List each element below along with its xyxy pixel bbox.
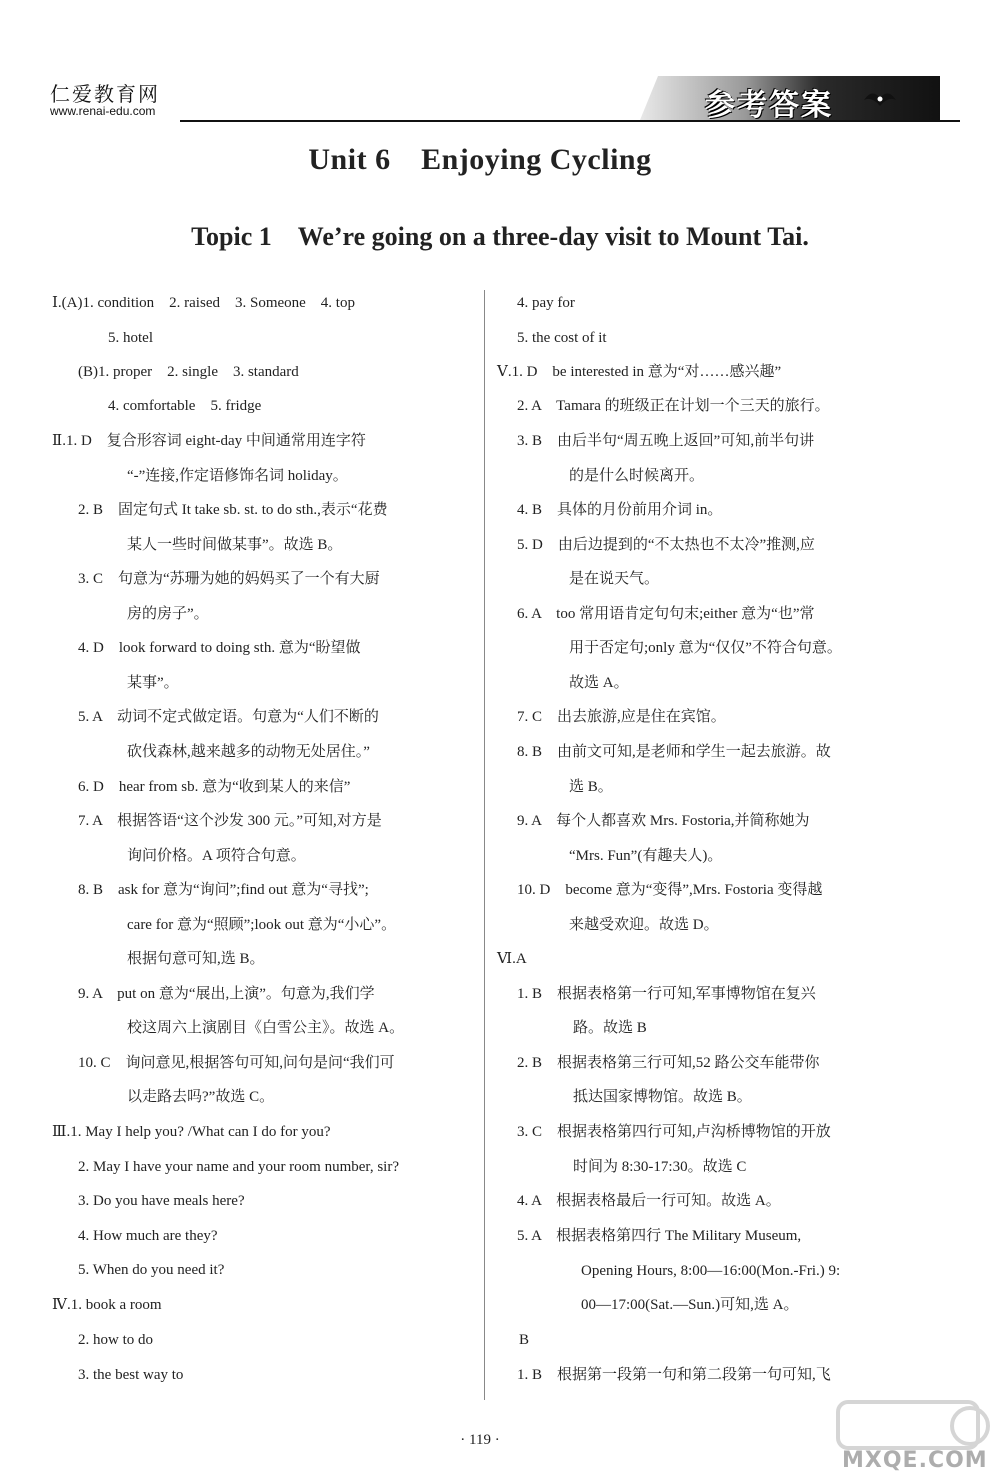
- answer-line: 根据句意可知,选 B。: [127, 951, 265, 967]
- column-divider: [484, 290, 485, 1400]
- answer-line: 来越受欢迎。故选 D。: [569, 917, 719, 933]
- answer-line: 2. May I have your name and your room number, sir?: [78, 1159, 399, 1175]
- answer-line: 5. the cost of it: [517, 330, 607, 346]
- answer-line: 4. comfortable 5. fridge: [108, 398, 262, 414]
- answer-line: care for 意为“照顾”;look out 意为“小心”。: [127, 917, 397, 933]
- answer-line: “Mrs. Fun”(有趣夫人)。: [569, 848, 723, 864]
- answer-line: 7. C 出去旅游,应是住在宾馆。: [517, 709, 726, 725]
- answer-line: 的是什么时候离开。: [569, 468, 705, 484]
- answer-line: 5. When do you need it?: [78, 1262, 225, 1278]
- answer-line: 00—17:00(Sat.—Sun.)可知,选 A。: [581, 1297, 799, 1313]
- page-number: · 119 ·: [460, 1432, 500, 1448]
- answer-line: 2. how to do: [78, 1332, 153, 1348]
- answer-line: 3. the best way to: [78, 1367, 184, 1383]
- answer-line: (B)1. proper 2. single 3. standard: [78, 364, 299, 380]
- bird-logo-icon: [862, 86, 898, 112]
- answer-line: Opening Hours, 8:00—16:00(Mon.-Fri.) 9:: [581, 1263, 841, 1279]
- answer-line: 3. C 根据表格第四行可知,卢沟桥博物馆的开放: [517, 1124, 831, 1140]
- answer-line: 故选 A。: [569, 675, 629, 691]
- answer-line: 4. pay for: [517, 295, 575, 311]
- answer-line: 路。故选 B: [573, 1020, 647, 1036]
- answer-line: 某人一些时间做某事”。故选 B。: [127, 537, 343, 553]
- answer-line: Ⅱ.1. D 复合形容词 eight-day 中间通常用连字符: [52, 433, 366, 449]
- answer-line: “-”连接,作定语修饰名词 holiday。: [127, 468, 348, 484]
- answer-line: 3. C 句意为“苏珊为她的妈妈买了一个有大厨: [78, 571, 380, 587]
- brand-name: 仁爱教育网: [50, 84, 160, 106]
- answer-line: 2. A Tamara 的班级正在计划一个三天的旅行。: [517, 398, 830, 414]
- topic-title: Topic 1 We’re going on a three-day visit to Mount Tai.: [191, 222, 809, 251]
- answer-line: 5. A 根据表格第四行 The Military Museum,: [517, 1228, 802, 1244]
- answer-line: 选 B。: [569, 779, 613, 795]
- banner-title: 参考答案: [705, 88, 833, 123]
- answer-line: Ⅲ.1. May I help you? /What can I do for you?: [52, 1124, 331, 1140]
- answer-line: 询问价格。A 项符合句意。: [127, 848, 306, 864]
- brand-url: www.renai-edu.com: [50, 104, 156, 118]
- header-rule: [180, 120, 960, 122]
- answer-line: 是在说天气。: [569, 571, 660, 587]
- answer-line: 以走路去吗?”故选 C。: [127, 1089, 275, 1105]
- answer-line: 8. B ask for 意为“询问”;find out 意为“寻找”;: [78, 882, 369, 898]
- answer-line: Ⅵ.A: [497, 951, 527, 967]
- answer-line: 5. A 动词不定式做定语。句意为“人们不断的: [78, 709, 379, 725]
- answer-line: 校这周六上演剧目《白雪公主》。故选 A。: [127, 1020, 405, 1036]
- answer-line: 4. How much are they?: [78, 1228, 218, 1244]
- answer-line: 某事”。: [127, 675, 179, 691]
- answer-line: 3. Do you have meals here?: [78, 1193, 245, 1209]
- answer-line: 9. A put on 意为“展出,上演”。句意为,我们学: [78, 986, 375, 1002]
- answer-line: 1. B 根据第一段第一句和第二段第一句可知,飞: [517, 1367, 831, 1383]
- answer-line: 时间为 8:30-17:30。故选 C: [573, 1159, 747, 1175]
- watermark-text: MXQE.COM: [842, 1448, 988, 1473]
- answer-line: 3. B 由后半句“周五晚上返回”可知,前半句讲: [517, 433, 815, 449]
- answer-line: Ⅳ.1. book a room: [52, 1297, 162, 1313]
- answer-line: 10. D become 意为“变得”,Mrs. Fostoria 变得越: [517, 882, 823, 898]
- answer-line: 10. C 询问意见,根据答句可知,问句是问“我们可: [78, 1055, 395, 1071]
- answer-line: B: [519, 1332, 530, 1348]
- answer-line: 9. A 每个人都喜欢 Mrs. Fostoria,并简称她为: [517, 813, 810, 829]
- answer-line: 7. A 根据答语“这个沙发 300 元。”可知,对方是: [78, 813, 382, 829]
- answer-line: 用于否定句;only 意为“仅仅”不符合句意。: [569, 640, 842, 656]
- answer-line: 6. D hear from sb. 意为“收到某人的来信”: [78, 779, 351, 795]
- answer-line: 抵达国家博物馆。故选 B。: [573, 1089, 752, 1105]
- answer-line: 6. A too 常用语肯定句句末;either 意为“也”常: [517, 606, 815, 622]
- answer-line: 房的房子”。: [127, 606, 209, 622]
- answer-line: 1. B 根据表格第一行可知,军事博物馆在复兴: [517, 986, 816, 1002]
- answer-line: 4. D look forward to doing sth. 意为“盼望做: [78, 640, 361, 656]
- answer-line: 4. B 具体的月份前用介词 in。: [517, 502, 723, 518]
- answer-line: Ⅰ.(A)1. condition 2. raised 3. Someone 4. top: [52, 295, 355, 311]
- answer-line: 5. D 由后边提到的“不太热也不太冷”推测,应: [517, 537, 815, 553]
- answer-line: 砍伐森林,越来越多的动物无处居住。”: [127, 744, 370, 760]
- unit-title: Unit 6 Enjoying Cycling: [308, 143, 652, 176]
- answer-line: 2. B 固定句式 It take sb. st. to do sth.,表示“花费: [78, 502, 388, 518]
- answer-line: Ⅴ.1. D be interested in 意为“对……感兴趣”: [497, 364, 782, 380]
- answer-line: 2. B 根据表格第三行可知,52 路公交车能带你: [517, 1055, 820, 1071]
- answer-line: 8. B 由前文可知,是老师和学生一起去旅游。故: [517, 744, 831, 760]
- answer-line: 5. hotel: [108, 330, 153, 346]
- answer-line: 4. A 根据表格最后一行可知。故选 A。: [517, 1193, 781, 1209]
- page-header: [0, 0, 1000, 130]
